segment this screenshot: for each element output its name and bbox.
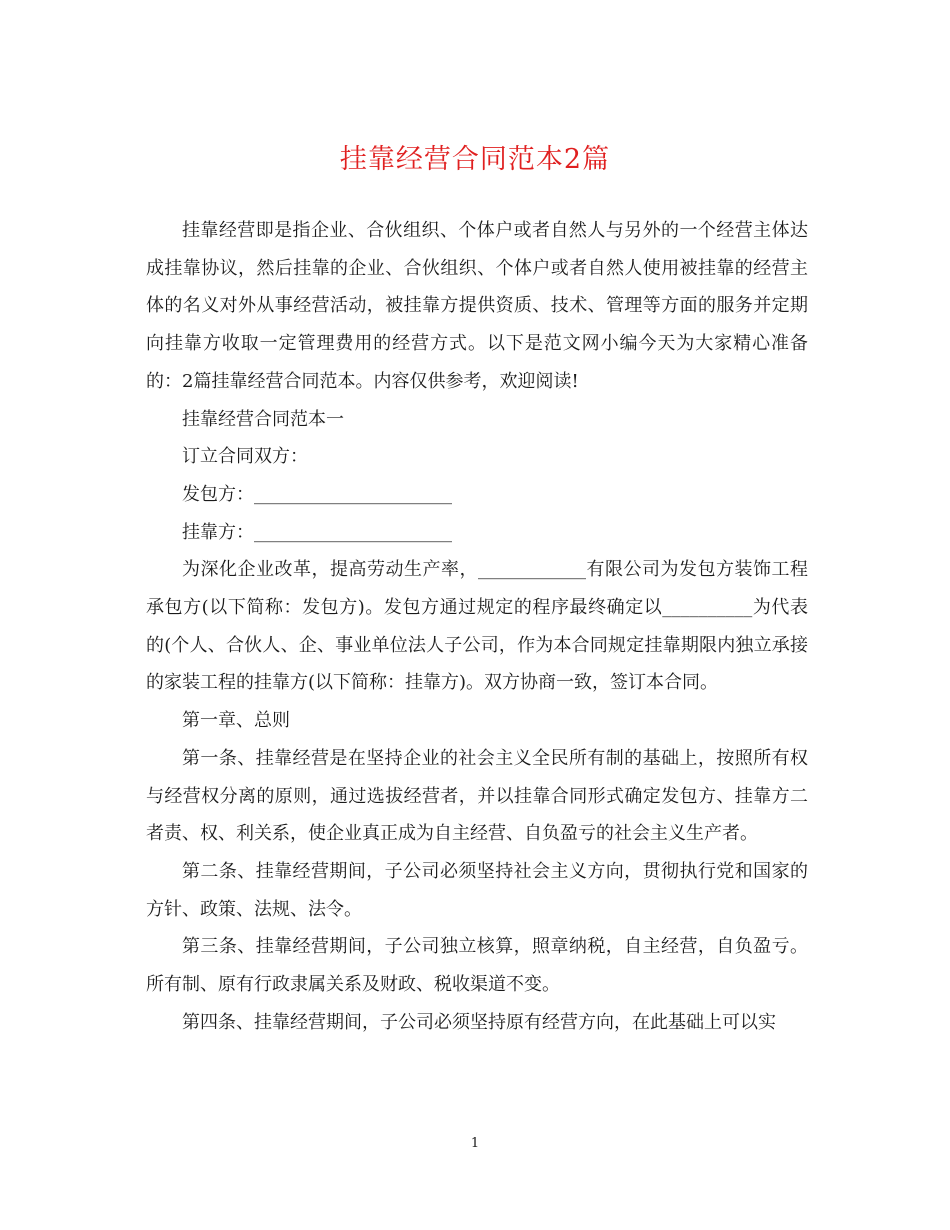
document-title: 挂靠经营合同范本2篇: [339, 144, 611, 175]
contractor-field: 发包方：______________________: [182, 483, 452, 505]
chapter-heading-general: 第一章、总则: [182, 710, 290, 732]
intro-paragraph: 挂靠经营即是指企业、合伙组织、个体户或者自然人与另外的一个经营主体达成挂靠协议，然后挂靠的企业、合伙组织、个体户或者自然人使用被挂靠的经营主体的名义对外从事经营活动，被挂靠方提供资质、技术、管理等方面的服务并定期向挂靠方收取一定管理费用的经营方式。以下是范文网小编今天为大家精心准备的：2篇挂靠经营合同范本。内容仅供参考，欢迎阅读!: [146, 220, 808, 392]
article-two: 第二条、挂靠经营期间，子公司必须坚持社会主义方向，贯彻执行党和国家的方针、政策、法规、法令。: [146, 860, 808, 920]
contract-parties-label: 订立合同双方：: [182, 446, 308, 468]
section-heading-contract-one: 挂靠经营合同范本一: [182, 408, 344, 430]
article-four: 第四条、挂靠经营期间，子公司必须坚持原有经营方向，在此基础上可以实: [182, 1011, 776, 1033]
article-three: 第三条、挂靠经营期间，子公司独立核算，照章纳税，自主经营，自负盈亏。所有制、原有行政隶属关系及财政、税收渠道不变。: [146, 936, 808, 996]
affiliate-field: 挂靠方：______________________: [182, 521, 452, 543]
preamble-paragraph: 为深化企业改革，提高劳动生产率，____________有限公司为发包方装饰工程承包方(以下简称：发包方)。发包方通过规定的程序最终确定以__________为代表的(个人、合伙人、企、事业单位法人子公司，作为本合同规定挂靠期限内独立承接的家装工程的挂靠方(以下简称：挂靠方)。双方协商一致，签订本合同。: [146, 559, 808, 694]
document-body: [146, 212, 808, 1041]
article-one: 第一条、挂靠经营是在坚持企业的社会主义全民所有制的基础上，按照所有权与经营权分离的原则，通过选拔经营者，并以挂靠合同形式确定发包方、挂靠方二者责、权、利关系，使企业真正成为自主经营、自负盈亏的社会主义生产者。: [146, 747, 808, 845]
page-number: 1: [470, 1136, 480, 1151]
